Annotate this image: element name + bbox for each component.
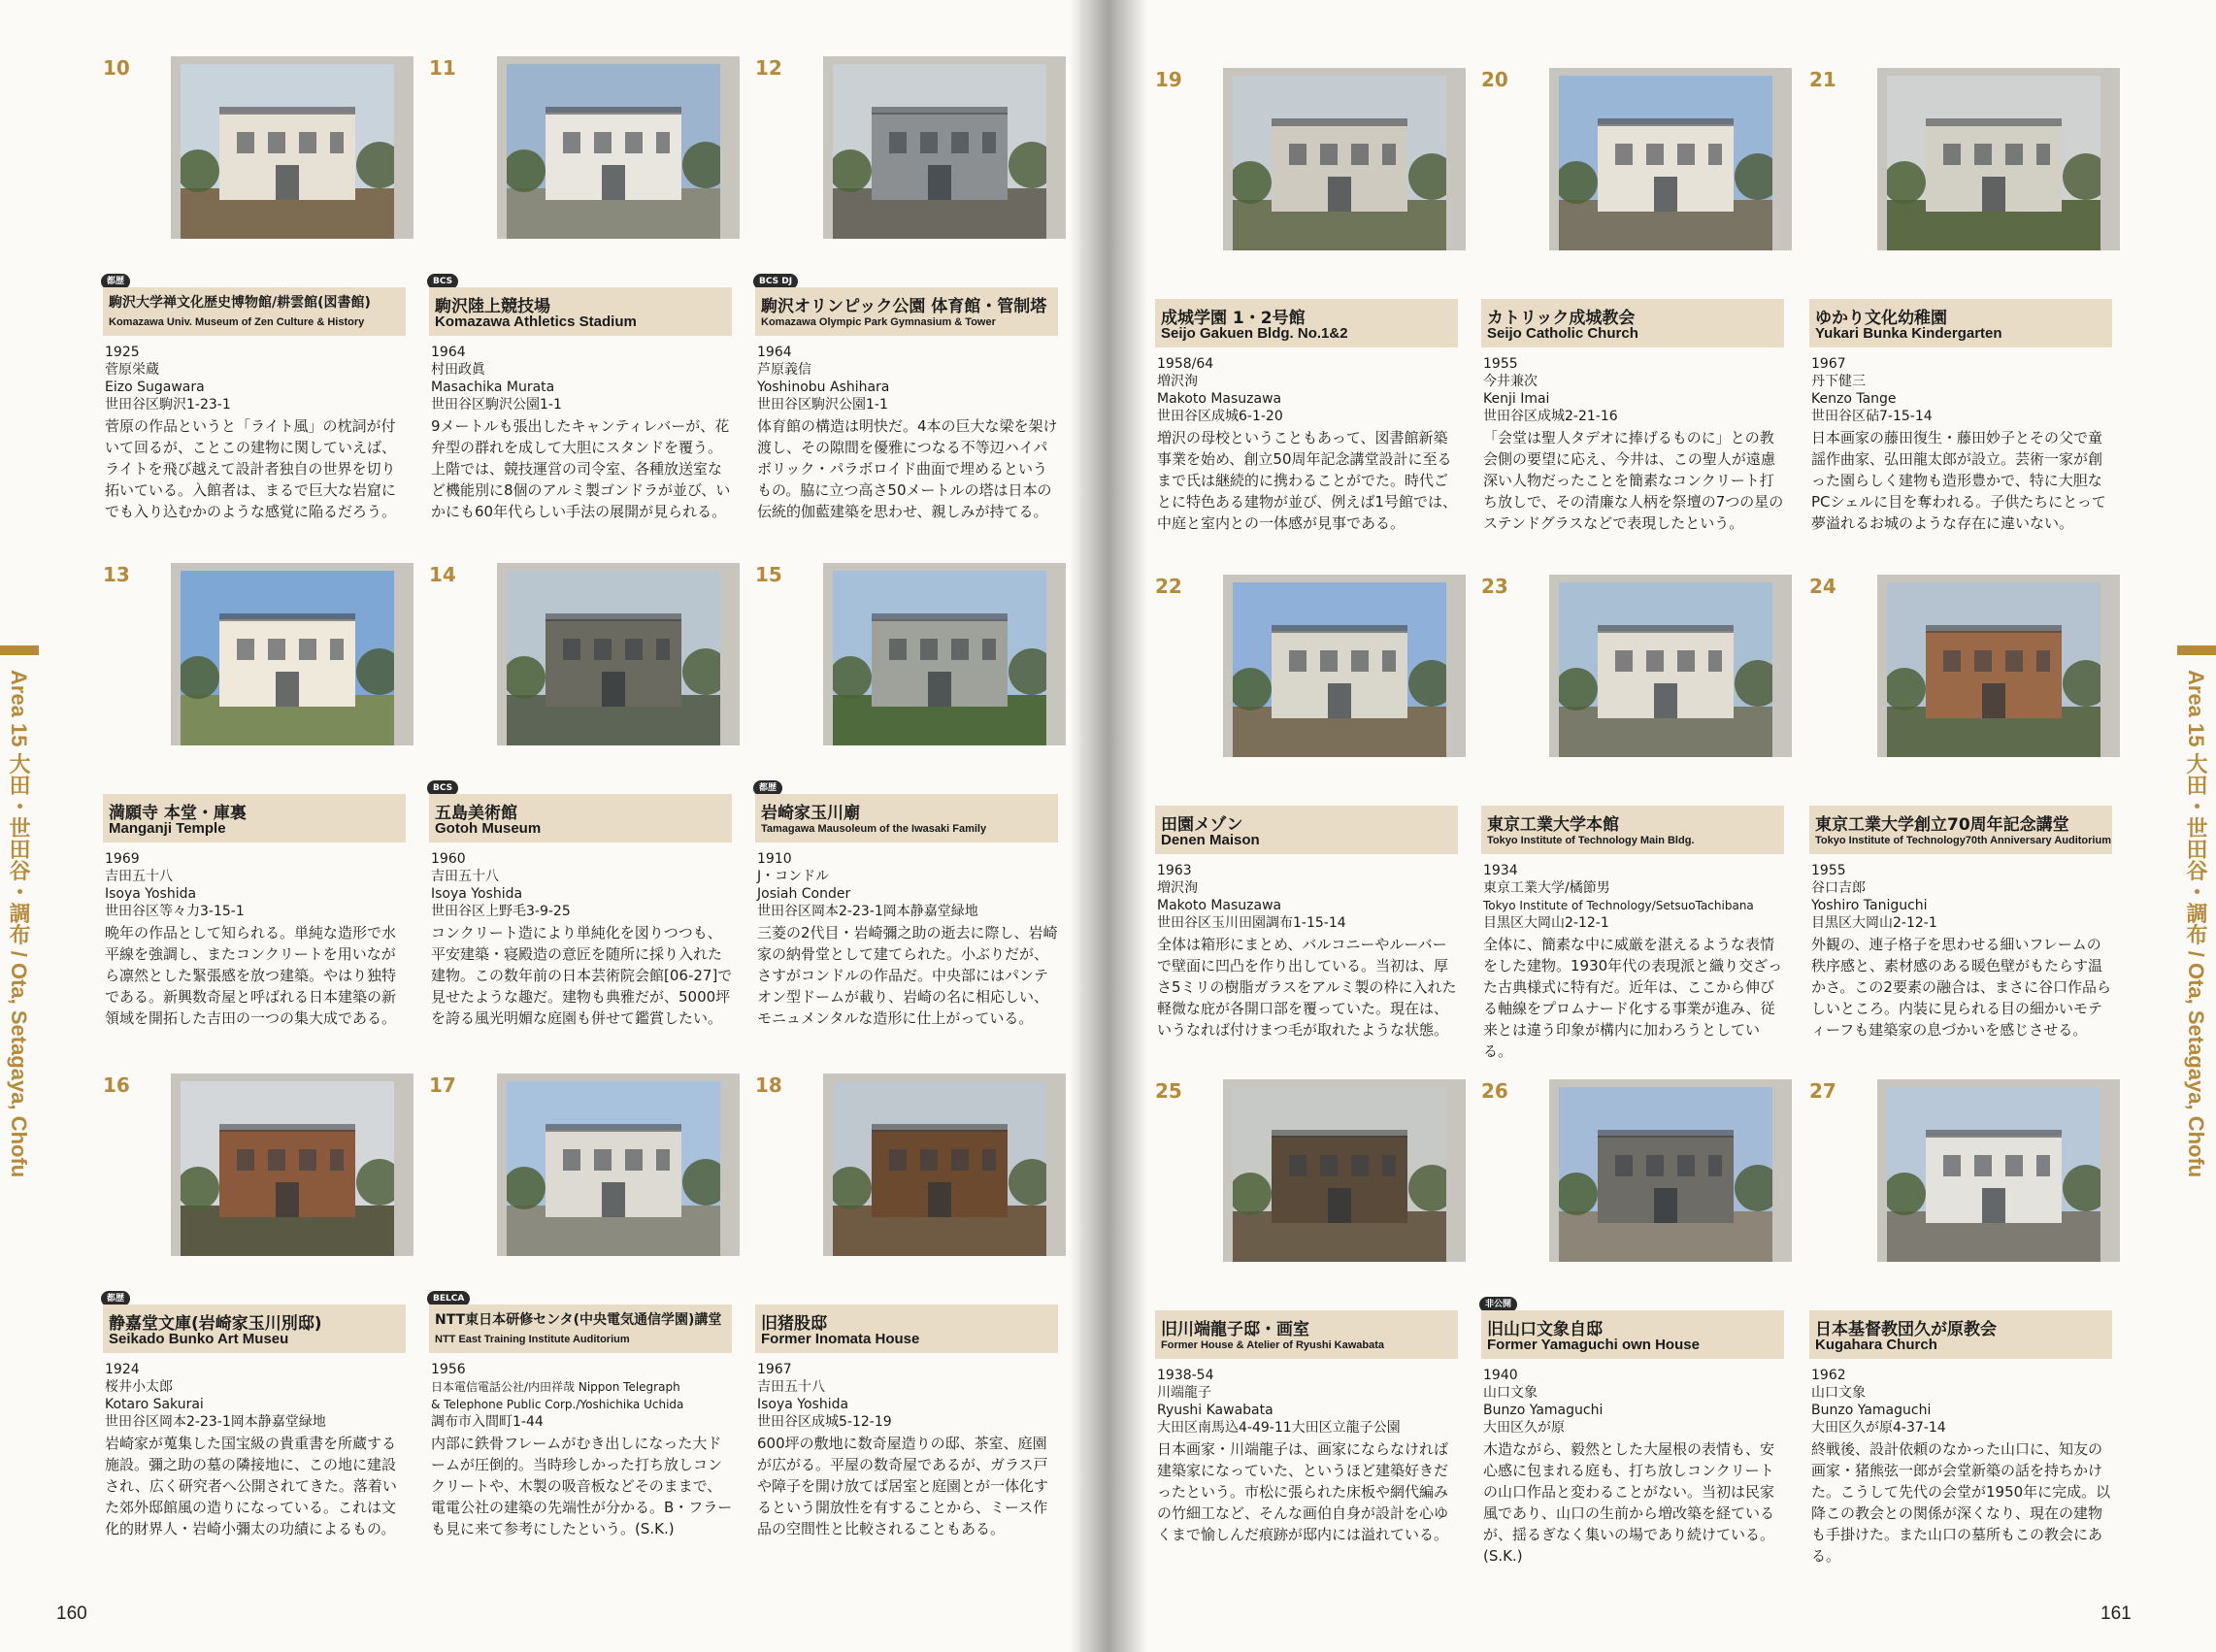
architect-en: Tokyo Institute of Technology/SetsuoTachibana — [1483, 899, 1754, 912]
architect-en: Isoya Yoshida — [431, 886, 523, 902]
title-label — [1481, 1310, 1784, 1359]
architect-jp: 村田政眞 — [431, 362, 485, 378]
completion-year: 1910 — [757, 851, 792, 867]
building-photo — [1887, 582, 2100, 757]
designation-badge: 非公開 — [1479, 1297, 1517, 1312]
architect-jp: 山口文象 — [1483, 1385, 1538, 1401]
address: 目黒区大岡山2-12-1 — [1811, 915, 1937, 931]
description: 全体に、簡素な中に威厳を湛えるような表情をした建物。1930年代の表現派と織り交ざった古典様式に特有だ。近年は、ここから伸びる軸線をプロムナード化する事業が進み、従来とは違う印象が構内に加わろうとしている。 — [1483, 936, 1783, 1060]
completion-year: 1960 — [431, 851, 466, 867]
building-name-en: NTT East Training Institute Auditorium — [435, 1334, 630, 1345]
entry-number: 16 — [103, 1074, 130, 1097]
building-name-jp: 五島美術館 — [435, 804, 517, 823]
architect-jp: 吉田五十八 — [105, 869, 173, 884]
architect-en: Bunzo Yamaguchi — [1483, 1403, 1604, 1418]
architect-jp: 菅原栄蔵 — [105, 362, 159, 378]
title-label — [1155, 1310, 1458, 1359]
building-meta — [1157, 355, 1460, 425]
building-name-jp: 旧山口文象自邸 — [1487, 1320, 1603, 1339]
description: 増沢の母校ということもあって、図書館新築事業を始め、創立50周年記念講堂設計に至るまで氏は継続的に携わることがでた。時代ごとに特色ある建物が並び、例えば1号館では、中庭と室内との一体感が見事である。 — [1157, 429, 1457, 532]
architect-en: Yoshiro Taniguchi — [1811, 898, 1928, 913]
building-photo — [1233, 582, 1446, 757]
building-name-en: Komazawa Athletics Stadium — [435, 314, 637, 330]
completion-year: 1969 — [105, 851, 140, 867]
building-entry-13 — [103, 563, 406, 1077]
architect-jp: 川端龍子 — [1157, 1385, 1211, 1401]
photo-illustration — [1559, 76, 1772, 250]
architect-jp: 吉田五十八 — [757, 1379, 825, 1395]
designation-badge: BCS — [427, 780, 458, 796]
building-name-jp: NTT東日本研修センタ(中央電気通信学園)講堂 — [435, 1312, 722, 1328]
completion-year: 1956 — [431, 1362, 466, 1377]
building-entry-27 — [1809, 1079, 2112, 1594]
address: 世田谷区成城5-12-19 — [757, 1414, 892, 1430]
area-label-left: Area 15 大田・世田谷・調布 / Ota, Setagaya, Chofu — [7, 670, 31, 1178]
description: 晩年の作品として知られる。単純な造形で水平線を強調し、またコンクリートを用いながら凛然とした緊張感を放つ建築。やはり独特である。新興数奇屋と呼ばれる日本建築の新領域を開拓した吉田の一つの集大成である。 — [105, 924, 397, 1027]
photo-illustration — [507, 1081, 720, 1256]
completion-year: 1938-54 — [1157, 1368, 1214, 1383]
completion-year: 1924 — [105, 1362, 140, 1377]
building-entry-25 — [1155, 1079, 1458, 1594]
photo-illustration — [507, 64, 720, 239]
photo-illustration — [833, 64, 1046, 239]
description: 9メートルも張出したキャンティレバーが、花弁型の群れを成して大胆にスタンドを覆う。上階では、競技運営の司令室、各種放送室など機能別に8個のアルミ製ゴンドラが並び、いかにも60年代らしい手法の展開が見られる。 — [431, 417, 731, 520]
entry-number: 10 — [103, 56, 130, 80]
photo-illustration — [1233, 1087, 1446, 1262]
building-meta — [105, 344, 408, 413]
building-name-en: Former House & Atelier of Ryushi Kawabata — [1161, 1339, 1385, 1351]
entry-number: 17 — [429, 1074, 456, 1097]
building-name-jp: 東京工業大学創立70周年記念講堂 — [1815, 815, 2069, 835]
description: 日本画家の藤田復生・藤田妙子とその父で童謡作曲家、弘田龍太郎が設立。芸術一家が創った園らしく建物も造形豊かで、特に大胆なPCシェルに目を奪われる。子供たちにとって夢溢れるお城のような存在に違いない。 — [1811, 429, 2106, 532]
title-label — [1809, 806, 2112, 854]
description: 外観の、連子格子を思わせる細いフレームの秩序感と、素材感のある暖色壁がもたらす温かさ。この2要素の融合は、まさに谷口作品らしいところ。内装に見られる目の細かいモティーフも建築家の息づかいを感じさせる。 — [1811, 936, 2111, 1039]
building-meta — [105, 850, 408, 920]
architect-en: Eizo Sugawara — [105, 380, 205, 395]
address: 世田谷区岡本2-23-1岡本静嘉堂緑地 — [105, 1414, 326, 1430]
gutter-shadow-left — [1070, 0, 1108, 1652]
architect-jp: 東京工業大学/橘節男 — [1483, 880, 1610, 896]
building-meta — [757, 344, 1060, 413]
title-label — [103, 287, 406, 336]
building-entry-15 — [755, 563, 1058, 1077]
architect-jp: 谷口吉郎 — [1811, 880, 1866, 896]
architect-jp: 桜井小太郎 — [105, 1379, 173, 1395]
title-label — [1155, 299, 1458, 347]
entry-number: 12 — [755, 56, 782, 80]
building-meta — [757, 850, 1060, 920]
building-name-jp: カトリック成城教会 — [1487, 309, 1636, 328]
architect-en: Masachika Murata — [431, 380, 555, 395]
address: 大田区久が原4-37-14 — [1811, 1420, 1946, 1436]
photo-illustration — [1887, 76, 2100, 250]
description: 三菱の2代目・岩崎彌之助の逝去に際し、岩崎家の納骨堂として建てられた。小ぶりだが、さすがコンドルの作品だ。中央部にはパンテオン型ドームが載り、岩崎の名に相応しい、モニュメンタルな造形に仕上がっている。 — [757, 924, 1058, 1027]
architect-jp: 吉田五十八 — [431, 869, 499, 884]
building-name-en: Gotoh Museum — [435, 820, 542, 837]
building-entry-22 — [1155, 575, 1458, 1089]
page-number-left: 160 — [56, 1603, 87, 1624]
description: コンクリート造により単純化を図りつつも、平安建築・寝殿造の意匠を随所に採り入れた建物。この数年前の日本芸術院会館[06-27]で見せたような趣だ。建物も典雅だが、5000坪を誇る風光明媚な庭園も併せて鑑賞したい。 — [431, 924, 733, 1027]
completion-year: 1940 — [1483, 1368, 1518, 1383]
page-number-right: 161 — [2100, 1603, 2132, 1624]
building-name-en: Seijo Gakuen Bldg. No.1&2 — [1161, 325, 1348, 342]
description: 全体は箱形にまとめ、バルコニーやルーバーで壁面に凹凸を作り出している。当初は、厚さ5ミリの樹脂ガラスをアルミ製の枠に入れた軽微な庇が各開口部を覆っていた。現在は、いうなれば付けまつ毛が取れたような状態。 — [1157, 936, 1457, 1039]
building-entry-18 — [755, 1074, 1058, 1588]
building-meta — [1157, 1367, 1460, 1437]
title-label — [755, 1305, 1058, 1353]
designation-badge: 都歴 — [101, 274, 130, 289]
completion-year: 1967 — [1811, 356, 1846, 372]
title-label — [1809, 1310, 2112, 1359]
designation-badge: 都歴 — [753, 780, 782, 796]
architect-en: Isoya Yoshida — [105, 886, 197, 902]
building-name-en: Kugahara Church — [1815, 1337, 1937, 1353]
completion-year: 1962 — [1811, 1368, 1846, 1383]
photo-illustration — [507, 571, 720, 745]
description: 600坪の敷地に数奇屋造りの邸、茶室、庭園が広がる。平屋の数奇屋であるが、ガラス戸や障子を開け放てば居室と庭園とが一体化するという開放性を有することから、ミース作品の空間性と比較されることもある。 — [757, 1435, 1049, 1537]
building-name-jp: 日本基督教団久が原教会 — [1815, 1320, 1997, 1339]
entry-number: 26 — [1481, 1079, 1508, 1103]
building-photo — [1559, 582, 1772, 757]
building-name-en: Tokyo Institute of Technology Main Bldg. — [1487, 835, 1695, 846]
building-name-jp: 駒沢オリンピック公園 体育館・管制塔 — [761, 297, 1047, 316]
entry-number: 15 — [755, 563, 782, 586]
address: 世田谷区駒沢公園1-1 — [757, 397, 888, 413]
building-meta — [1483, 1367, 1786, 1437]
building-entry-17 — [429, 1074, 732, 1588]
description: 体育館の構造は明快だ。4本の巨大な梁を架け渡し、その隙間を優雅につなる不等辺ハイパボリック・パラボロイド曲面で埋めるというもの。脇に立つ高さ50メートルの塔は日本の伝統的伽藍建築を思わせ、親しみが持てる。 — [757, 417, 1058, 520]
description: 終戦後、設計依頼のなかった山口に、知友の画家・猪熊弦一郎が会堂新築の話を持ちかけた。こうして先代の会堂が1950年に完成。以降この教会との関係が深くなり、現在の建物も手掛けた。また山口の墓所もこの教会にある。 — [1811, 1440, 2111, 1565]
building-meta — [1483, 862, 1786, 932]
photo-illustration — [833, 1081, 1046, 1256]
building-name-jp: 駒沢陸上競技場 — [435, 297, 550, 316]
entry-number: 24 — [1809, 575, 1836, 598]
address: 世田谷区成城6-1-20 — [1157, 409, 1283, 424]
address: 世田谷区上野毛3-9-25 — [431, 904, 571, 919]
title-label — [429, 1305, 732, 1353]
building-name-en: Seikado Bunko Art Museu — [109, 1331, 289, 1347]
completion-year: 1925 — [105, 345, 140, 360]
building-meta — [1811, 355, 2114, 425]
photo-illustration — [1887, 582, 2100, 757]
building-entry-10 — [103, 56, 406, 571]
building-name-jp: 成城学園 1・2号館 — [1161, 309, 1306, 328]
architect-en: Bunzo Yamaguchi — [1811, 1403, 1932, 1418]
architect-en: Ryushi Kawabata — [1157, 1403, 1273, 1418]
building-entry-21 — [1809, 68, 2112, 582]
address: 世田谷区玉川田園調布1-15-14 — [1157, 915, 1346, 931]
building-meta — [105, 1361, 408, 1431]
address: 世田谷区駒沢1-23-1 — [105, 397, 231, 413]
entry-number: 22 — [1155, 575, 1182, 598]
architect-en: Kenji Imai — [1483, 391, 1550, 407]
building-name-jp: 田園メゾン — [1161, 815, 1243, 835]
photo-illustration — [1233, 76, 1446, 250]
building-entry-16 — [103, 1074, 406, 1588]
building-name-en: Tamagawa Mausoleum of the Iwasaki Family — [761, 823, 987, 835]
building-name-en: Denen Maison — [1161, 832, 1260, 848]
building-name-jp: 東京工業大学本館 — [1487, 815, 1619, 835]
area-label-right: Area 15 大田・世田谷・調布 / Ota, Setagaya, Chofu — [2184, 670, 2208, 1178]
entry-number: 20 — [1481, 68, 1508, 91]
description: 菅原の作品というと「ライト風」の枕詞が付いて回るが、ことこの建物に関していえば、ライトを飛び越えて設計者独自の世界を切り拓いている。入館者は、まるで巨大な岩窟にでも入り込むかのような感覚に陥るだろう。 — [105, 417, 397, 520]
architect-en: Kotaro Sakurai — [105, 1397, 204, 1412]
building-name-jp: 岩崎家玉川廟 — [761, 804, 860, 823]
architect-en: Kenzo Tange — [1811, 391, 1897, 407]
building-photo — [833, 64, 1046, 239]
building-photo — [1559, 76, 1772, 250]
architect-en: Makoto Masuzawa — [1157, 898, 1282, 913]
building-name-jp: 静嘉堂文庫(岩崎家玉川別邸) — [109, 1314, 322, 1334]
building-photo — [1559, 1087, 1772, 1262]
address: 世田谷区岡本2-23-1岡本静嘉堂緑地 — [757, 904, 978, 919]
building-name-en: Seijo Catholic Church — [1487, 325, 1638, 342]
designation-badge: 都歴 — [101, 1291, 130, 1306]
architect-jp: 今井兼次 — [1483, 374, 1538, 389]
building-name-en: Yukari Bunka Kindergarten — [1815, 325, 2002, 342]
building-photo — [181, 1081, 394, 1256]
building-name-en: Former Inomata House — [761, 1331, 920, 1347]
building-name-jp: 駒沢大学禅文化歴史博物館/耕雲館(図書館) — [109, 295, 371, 311]
title-label — [1481, 299, 1784, 347]
gutter-shadow-right — [1108, 0, 1147, 1652]
address: 世田谷区駒沢公園1-1 — [431, 397, 562, 413]
completion-year: 1955 — [1811, 863, 1846, 878]
architect-jp: 増沢洵 — [1157, 880, 1198, 896]
photo-illustration — [1233, 582, 1446, 757]
title-label — [429, 794, 732, 843]
architect-en: Isoya Yoshida — [757, 1397, 849, 1412]
designation-badge: BELCA — [427, 1291, 470, 1306]
title-label — [103, 794, 406, 843]
title-label — [1155, 806, 1458, 854]
building-name-jp: ゆかり文化幼稚園 — [1815, 309, 1947, 328]
entry-number: 21 — [1809, 68, 1836, 91]
description: 内部に鉄骨フレームがむき出しになった大ドームが圧倒的。当時珍しかった打ち放しコンクリートや、木製の吸音板などそのままで、電電公社の建築の先端性が分かる。B・フラーも見に来て参考にしたという。(S.K.) — [431, 1435, 733, 1537]
building-photo — [507, 1081, 720, 1256]
building-photo — [833, 1081, 1046, 1256]
description: 木造ながら、毅然とした大屋根の表情も、安心感に包まれる庭も、打ち放しコンクリートの山口作品と変わることがない。当初は民家風であり、山口の生前から増改築を経ているが、揺るぎなく集いの場であり続けている。(S.K.) — [1483, 1440, 1775, 1565]
building-photo — [1233, 76, 1446, 250]
building-name-en: Komazawa Olympic Park Gymnasium & Tower — [761, 316, 996, 328]
building-photo — [181, 571, 394, 745]
building-entry-14 — [429, 563, 732, 1077]
building-meta — [431, 1361, 734, 1431]
photo-illustration — [181, 1081, 394, 1256]
architect-en: Josiah Conder — [757, 886, 851, 902]
completion-year: 1964 — [757, 345, 792, 360]
architect-jp: 増沢洵 — [1157, 374, 1198, 389]
photo-illustration — [181, 571, 394, 745]
area-tab-left — [0, 645, 39, 655]
address: 世田谷区砧7-15-14 — [1811, 409, 1933, 424]
entry-number: 25 — [1155, 1079, 1182, 1103]
building-photo — [507, 571, 720, 745]
entry-number: 19 — [1155, 68, 1182, 91]
building-photo — [833, 571, 1046, 745]
building-meta — [431, 850, 734, 920]
building-name-en: Tokyo Institute of Technology70th Anniversary Auditorium — [1815, 835, 2111, 846]
address: 世田谷区成城2-21-16 — [1483, 409, 1618, 424]
address: 大田区南馬込4-49-11大田区立龍子公園 — [1157, 1420, 1401, 1436]
building-entry-24 — [1809, 575, 2112, 1089]
building-meta — [1157, 862, 1460, 932]
completion-year: 1934 — [1483, 863, 1518, 878]
entry-number: 13 — [103, 563, 130, 586]
architect-jp: 日本電信電話公社/内田祥哉 Nippon Telegraph — [431, 1380, 680, 1394]
building-meta — [757, 1361, 1060, 1431]
building-name-jp: 旧川端龍子邸・画室 — [1161, 1320, 1309, 1339]
architect-jp: 山口文象 — [1811, 1385, 1866, 1401]
title-label — [1481, 806, 1784, 854]
building-photo — [1887, 1087, 2100, 1262]
building-entry-23 — [1481, 575, 1784, 1089]
photo-illustration — [1559, 1087, 1772, 1262]
completion-year: 1963 — [1157, 863, 1192, 878]
address: 世田谷区等々力3-15-1 — [105, 904, 245, 919]
area-tab-right — [2177, 645, 2216, 655]
photo-illustration — [1887, 1087, 2100, 1262]
building-photo — [181, 64, 394, 239]
architect-en: Makoto Masuzawa — [1157, 391, 1282, 407]
architect-en: Yoshinobu Ashihara — [757, 380, 890, 395]
building-entry-20 — [1481, 68, 1784, 582]
entry-number: 18 — [755, 1074, 782, 1097]
building-photo — [507, 64, 720, 239]
building-name-jp: 満願寺 本堂・庫裏 — [109, 804, 247, 823]
title-label — [755, 794, 1058, 843]
designation-badge: BCS — [427, 274, 458, 289]
architect-jp: 芦原義信 — [757, 362, 811, 378]
description: 日本画家・川端龍子は、画家にならなければ建築家になっていた、というほど建築好きだったという。市松に張られた床板や網代編みの竹細工など、そんな画伯自身が設計を心ゆくまで愉しんだ痕跡が邸内には溢れている。 — [1157, 1440, 1449, 1543]
completion-year: 1967 — [757, 1362, 792, 1377]
building-entry-12 — [755, 56, 1058, 571]
photo-illustration — [833, 571, 1046, 745]
completion-year: 1955 — [1483, 356, 1518, 372]
title-label — [429, 287, 732, 336]
building-entry-26 — [1481, 1079, 1784, 1594]
title-label — [103, 1305, 406, 1353]
address: 調布市入間町1-44 — [431, 1414, 544, 1430]
building-entry-19 — [1155, 68, 1458, 582]
description: 岩崎家が蒐集した国宝級の貴重書を所蔵する施設。彌之助の墓の隣接地に、この地に建設され、広く研究者へ公開されてきた。落着いた郊外邸館風の造りになっている。これは文化的財界人・岩崎小彌太の功績によるもの。 — [105, 1435, 397, 1537]
entry-number: 14 — [429, 563, 456, 586]
completion-year: 1958/64 — [1157, 356, 1214, 372]
building-meta — [1811, 1367, 2114, 1437]
description: 「会堂は聖人タデオに捧げるものに」との教会側の要望に応え、今井は、この聖人が遠慮深い人物だったことを簡素なコンクリート打ち放しで、その清廉な人柄を祭壇の7つの星のステンドグラスなどで表現したという。 — [1483, 429, 1784, 532]
building-meta — [431, 344, 734, 413]
building-name-en: Manganji Temple — [109, 820, 226, 837]
photo-illustration — [1559, 582, 1772, 757]
building-name-en: Komazawa Univ. Museum of Zen Culture & History — [109, 316, 365, 328]
building-photo — [1233, 1087, 1446, 1262]
building-photo — [1887, 76, 2100, 250]
address: 目黒区大岡山2-12-1 — [1483, 915, 1609, 931]
architect-en: & Telephone Public Corp./Yoshichika Uchida — [431, 1398, 684, 1411]
title-label — [1809, 299, 2112, 347]
address: 大田区久が原 — [1483, 1420, 1565, 1436]
building-name-en: Former Yamaguchi own House — [1487, 1337, 1700, 1353]
entry-number: 11 — [429, 56, 456, 80]
building-entry-11 — [429, 56, 732, 571]
title-label — [755, 287, 1058, 336]
architect-jp: 丹下健三 — [1811, 374, 1866, 389]
completion-year: 1964 — [431, 345, 466, 360]
photo-illustration — [181, 64, 394, 239]
entry-number: 27 — [1809, 1079, 1836, 1103]
designation-badge: BCS DJ — [753, 274, 798, 289]
building-meta — [1483, 355, 1786, 425]
building-name-jp: 旧猪股邸 — [761, 1314, 827, 1334]
entry-number: 23 — [1481, 575, 1508, 598]
architect-jp: J・コンドル — [757, 869, 830, 884]
building-meta — [1811, 862, 2114, 932]
